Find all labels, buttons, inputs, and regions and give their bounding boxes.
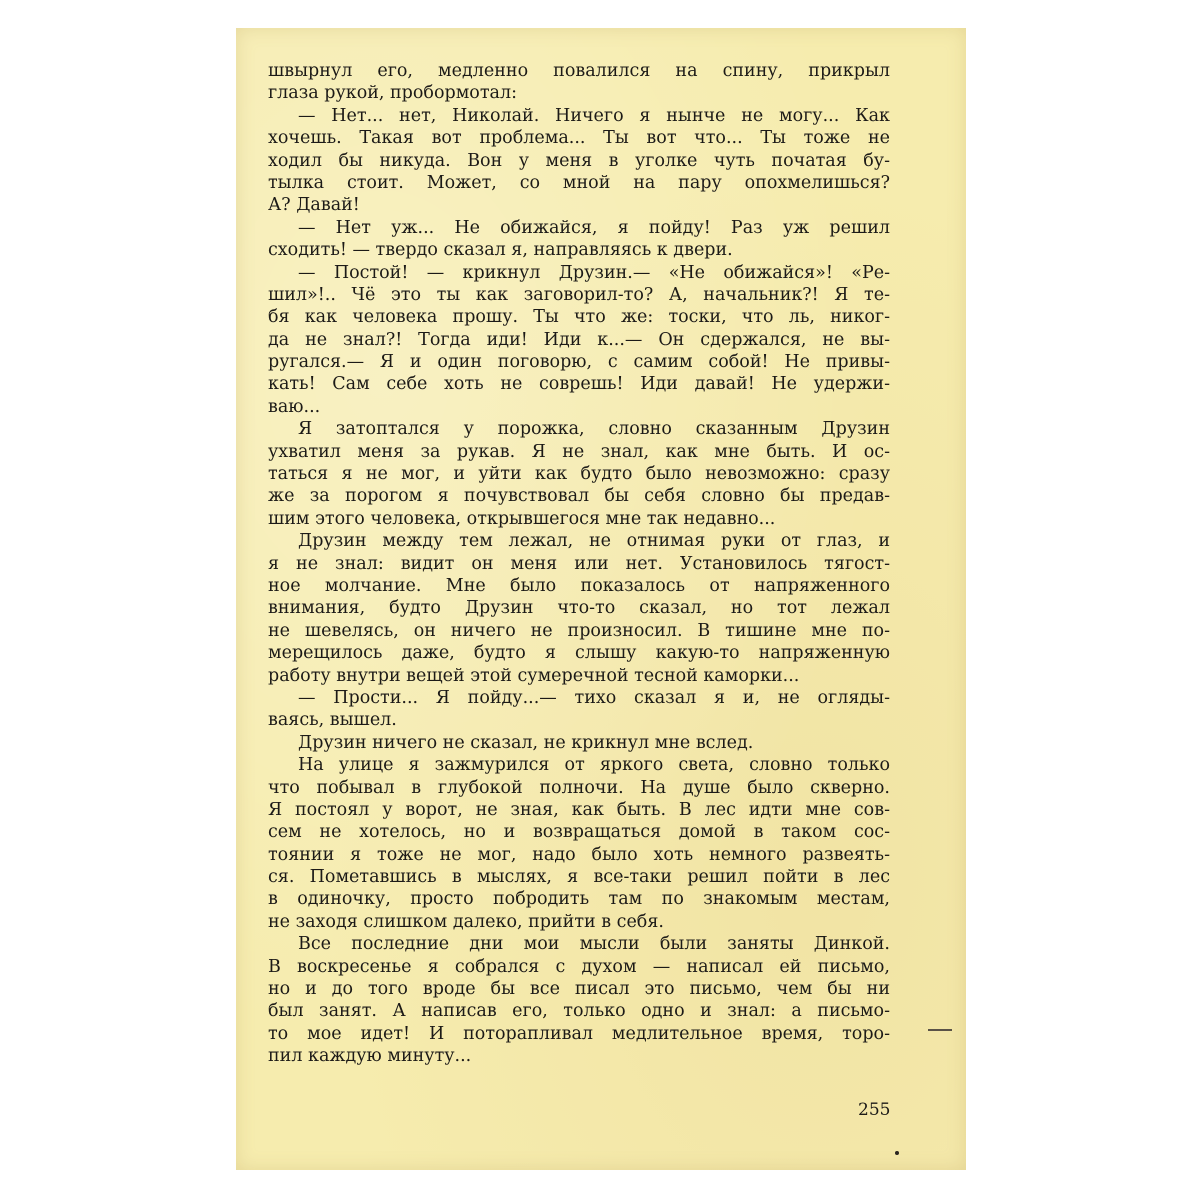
text-line: — Нет... нет, Николай. Ничего я нынче не могу... Как (298, 105, 890, 126)
text-line: Друзин между тем лежал, не отнимая руки от глаз, и (298, 531, 890, 552)
text-line: то мое идет! И поторапливал медлительное время, торо- (268, 1023, 890, 1044)
text-line: — Прости... Я пойду...— тихо сказал я и, не огляды- (298, 687, 890, 708)
book-page (236, 28, 966, 1170)
text-line: Я постоял у ворот, не зная, как быть. В лес идти мне сов- (268, 799, 890, 820)
text-line: в одиночку, просто побродить там по знакомым местам, (268, 889, 890, 910)
text-line: ваясь, вышел. (268, 710, 397, 731)
text-line: ухватил меня за рукав. Я не знал, как мне быть. И ос- (268, 441, 890, 462)
text-line: Я затоптался у порожка, словно сказанным Друзин (298, 419, 890, 440)
text-line: но и до того вроде бы все писал это письмо, чем бы ни (268, 979, 890, 1000)
text-line: бя как человека прошу. Ты что же: тоски, что ль, никог- (268, 307, 890, 328)
text-line: Друзин ничего не сказал, не крикнул мне вслед. (298, 732, 754, 753)
text-line: таться я не мог, и уйти как будто было невозможно: сразу (268, 464, 890, 485)
text-line: тылка стоит. Может, со мной на пару опохмелишься? (268, 172, 890, 193)
text-line: ное молчание. Мне было показалось от напряженного (268, 575, 890, 596)
ink-dot (895, 1151, 899, 1155)
text-line: ходил бы никуда. Вон у меня в уголке чуть початая бу- (268, 150, 890, 171)
text-line: — Нет уж... Не обижайся, я пойду! Раз уж решил (298, 217, 890, 238)
text-line: кать! Сам себе хоть не соврешь! Иди давай! Не удержи- (268, 374, 890, 395)
text-line: не заходя слишком далеко, прийти в себя. (268, 911, 664, 932)
text-line: мерещилось даже, будто я слышу какую-то напряженную (268, 643, 890, 664)
text-line: швырнул его, медленно повалился на спину, прикрыл (268, 61, 890, 81)
text-line: был занят. А написав его, только одно и знал: а письмо- (268, 1001, 890, 1022)
text-line: внимания, будто Друзин что-то сказал, но тот лежал (268, 598, 890, 619)
text-line: Все последние дни мои мысли были заняты Динкой. (298, 934, 890, 955)
text-line: шим этого человека, открывшегося мне так недавно... (268, 508, 776, 529)
page-number: 255 (858, 1100, 891, 1120)
text-line: я не знал: видит он меня или нет. Установилось тягост- (268, 553, 890, 574)
text-line: же за порогом я почувствовал бы себя словно бы предав- (268, 486, 890, 507)
text-line: ругался.— Я и один поговорю, с самим собой! Не привы- (268, 352, 890, 373)
page-text (268, 60, 890, 1068)
text-line: На улице я зажмурился от яркого света, словно только (298, 755, 890, 776)
text-line: хочешь. Такая вот проблема... Ты вот что... Ты тоже не (268, 128, 890, 149)
text-line: не шевелясь, он ничего не произносил. В тишине мне по- (268, 620, 890, 641)
text-line: сходить! — твердо сказал я, направляясь к двери. (268, 240, 733, 261)
text-line: пил каждую минуту... (268, 1046, 472, 1067)
text-line: — Постой! — крикнул Друзин.— «Не обижайся»! «Ре- (298, 262, 890, 283)
text-line: ся. Пометавшись в мыслях, я все-таки решил пойти в лес (268, 867, 890, 888)
text-line: что побывал в глубокой полночи. На душе было скверно. (268, 777, 890, 798)
text-line: сем не хотелось, но и возвращаться домой в таком сос- (268, 822, 890, 843)
text-line: тоянии я тоже не мог, надо было хоть немного развеять- (268, 844, 890, 865)
text-line: глаза рукой, пробормотал: (268, 83, 517, 104)
text-line: шил»!.. Чё это ты как заговорил-то? А, начальник?! Я те- (268, 284, 890, 305)
text-line: да не знал?! Тогда иди! Иди к...— Он сдержался, не вы- (268, 329, 890, 350)
text-line: В воскресенье я собрался с духом — написал ей письмо, (268, 956, 890, 977)
margin-mark (928, 1029, 952, 1031)
text-line: работу внутри вещей этой сумеречной тесной каморки... (268, 665, 800, 686)
text-line: ваю... (268, 396, 321, 417)
text-line: А? Давай! (268, 195, 360, 216)
